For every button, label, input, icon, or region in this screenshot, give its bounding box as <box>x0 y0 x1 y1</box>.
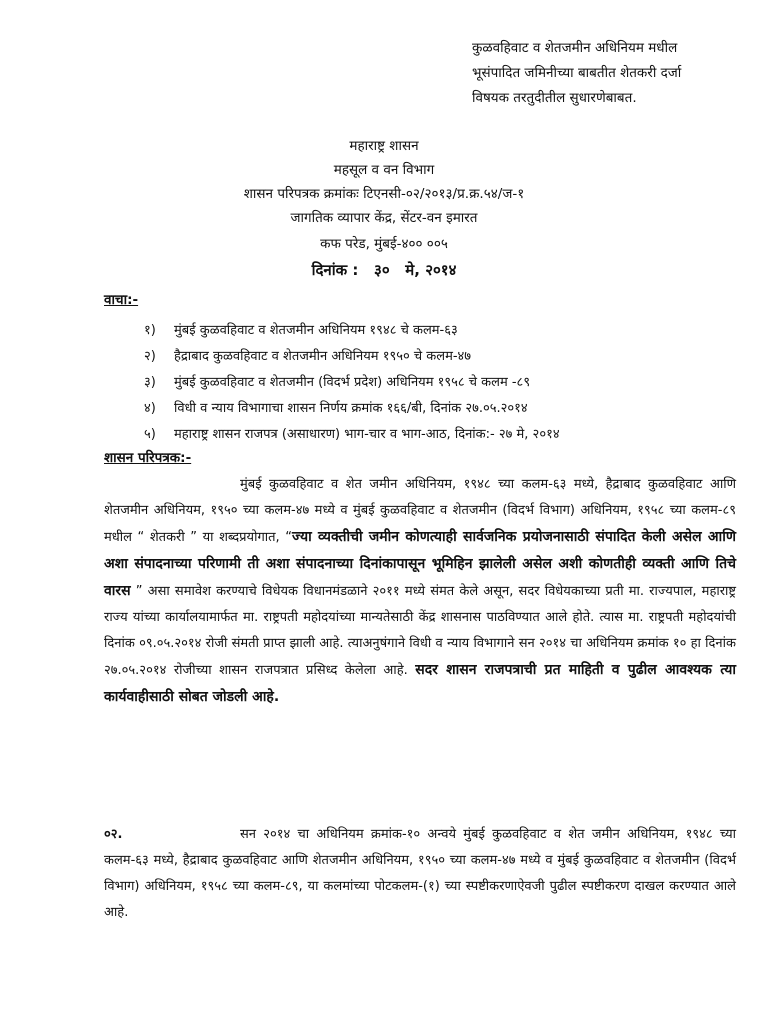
circular-heading: शासन परिपत्रक:- <box>104 450 192 466</box>
reference-item: ३) मुंबई कुळवहिवाट व शेतजमीन (विदर्भ प्रदेश) अधिनियम १९५८ चे कलम -८९ <box>144 375 531 390</box>
subject-line-1: कुळवहिवाट व शेतजमीन अधिनियम मधील <box>472 40 678 56</box>
document-date: दिनांक : ३० मे, २०१४ <box>311 261 457 279</box>
paragraph-1-text-a: मुंबई कुळवहिवाट व शेत जमीन अधिनियम, १९४८ च्या कलम-६३ मध्ये, हैद्राबाद कुळवहिवाट आणि शेतजमीन अधिनियम, १९५० च्या कलम-४७ मध्ये व मुंबई कुळवहिवाट व शेतजमीन (विदर्भ विभाग) अधिनियम, १९५८ च्या कलम-८९ मधील “ शेतकरी ” या शब्दप्रयोगात, “ <box>104 477 736 545</box>
reference-item: ५) महाराष्ट्र शासन राजपत्र (असाधारण) भाग-चार व भाग-आठ, दिनांक:- २७ मे, २०१४ <box>144 427 560 442</box>
subject-block <box>472 36 681 111</box>
paragraph-1-bold-closing: सदर शासन राजपत्राची प्रत माहिती व पुढील आवश्यक त्या कार्यवाहीसाठी सोबत जोडली आहे. <box>104 662 736 705</box>
paragraph-1 <box>104 472 736 711</box>
address-line-2: कफ परेड, मुंबई-४०० ००५ <box>320 236 448 252</box>
paragraph-2-number: ०२. <box>104 827 123 842</box>
reference-item: ४) विधी व न्याय विभागाचा शासन निर्णय क्रमांक १६६/बी, दिनांक २७.०५.२०१४ <box>144 401 528 416</box>
department-name: महसूल व वन विभाग <box>333 162 435 178</box>
paragraph-2-text: सन २०१४ चा अधिनियम क्रमांक-१० अन्वये मुंबई कुळवहिवाट व शेत जमीन अधिनियम, १९४८ च्या कलम-६३ मध्ये, हैद्राबाद कुळवहिवाट आणि शेतजमीन अधिनियम, १९५० च्या कलम-४७ मध्ये व मुंबई कुळवहिवाट व शेतजमीन (विदर्भ विभाग) अधिनियम, १९५८ च्या कलम-८९, या कलमांच्या पोटकलम-(१) च्या स्पष्टीकरणाऐवजी पुढील स्पष्टीकरण दाखल करण्यात आले आहे. <box>104 827 736 920</box>
references-heading: वाचा:- <box>104 292 139 308</box>
paragraph-2 <box>104 822 736 926</box>
paragraph-1-text-b: ” असा समावेश करण्याचे विधेयक विधानमंडळाने २०११ मध्ये संमत केले असून, सदर विधेयकाच्या प्रती मा. राज्यपाल, महाराष्ट्र राज्य यांच्या कार्यालयामार्फत मा. राष्ट्रपती महोदयांच्या मान्यतेसाठी केंद्र शासनास पाठविण्यात आले होते. त्यास मा. राष्ट्रपती महोदयांची दिनांक ०९.०५.२०१४ रोजी संमती प्राप्त झाली आहे. त्याअनुषंगाने विधी व न्याय विभागाने सन २०१४ चा अधिनियम क्रमांक १० हा दिनांक २७.०५.२०१४ रोजीच्या शासन राजपत्रात प्रसिध्द केलेला आहे. <box>104 584 736 678</box>
address-line-1: जागतिक व्यापार केंद्र, सेंटर-वन इमारत <box>290 210 478 226</box>
govt-name: महाराष्ट्र शासन <box>349 138 419 154</box>
reference-item: १) मुंबई कुळवहिवाट व शेतजमीन अधिनियम १९४८ चे कलम-६३ <box>144 323 458 338</box>
reference-item: २) हैद्राबाद कुळवहिवाट व शेतजमीन अधिनियम १९५० चे कलम-४७ <box>144 349 472 364</box>
subject-line-3: विषयक तरतुदीतील सुधारणेबाबत. <box>472 90 637 106</box>
circular-number: शासन परिपत्रक क्रमांकः टिएनसी-०२/२०१३/प्र.क्र.५४/ज-१ <box>243 186 525 202</box>
paragraph-1-bold-definition: ज्या व्यक्तीची जमीन कोणत्याही सार्वजनिक प्रयोजनासाठी संपादित केली असेल आणि अशा संपादनाच्या परिणामी ती अशा संपादनाच्या दिनांकापासून भूमिहिन झालेली असेल अशी कोणतीही व्यक्ती आणि तिचे वारस <box>104 529 736 599</box>
references-list <box>144 318 560 448</box>
subject-line-2: भूसंपादित जमिनीच्या बाबतीत शेतकरी दर्जा <box>472 65 682 81</box>
